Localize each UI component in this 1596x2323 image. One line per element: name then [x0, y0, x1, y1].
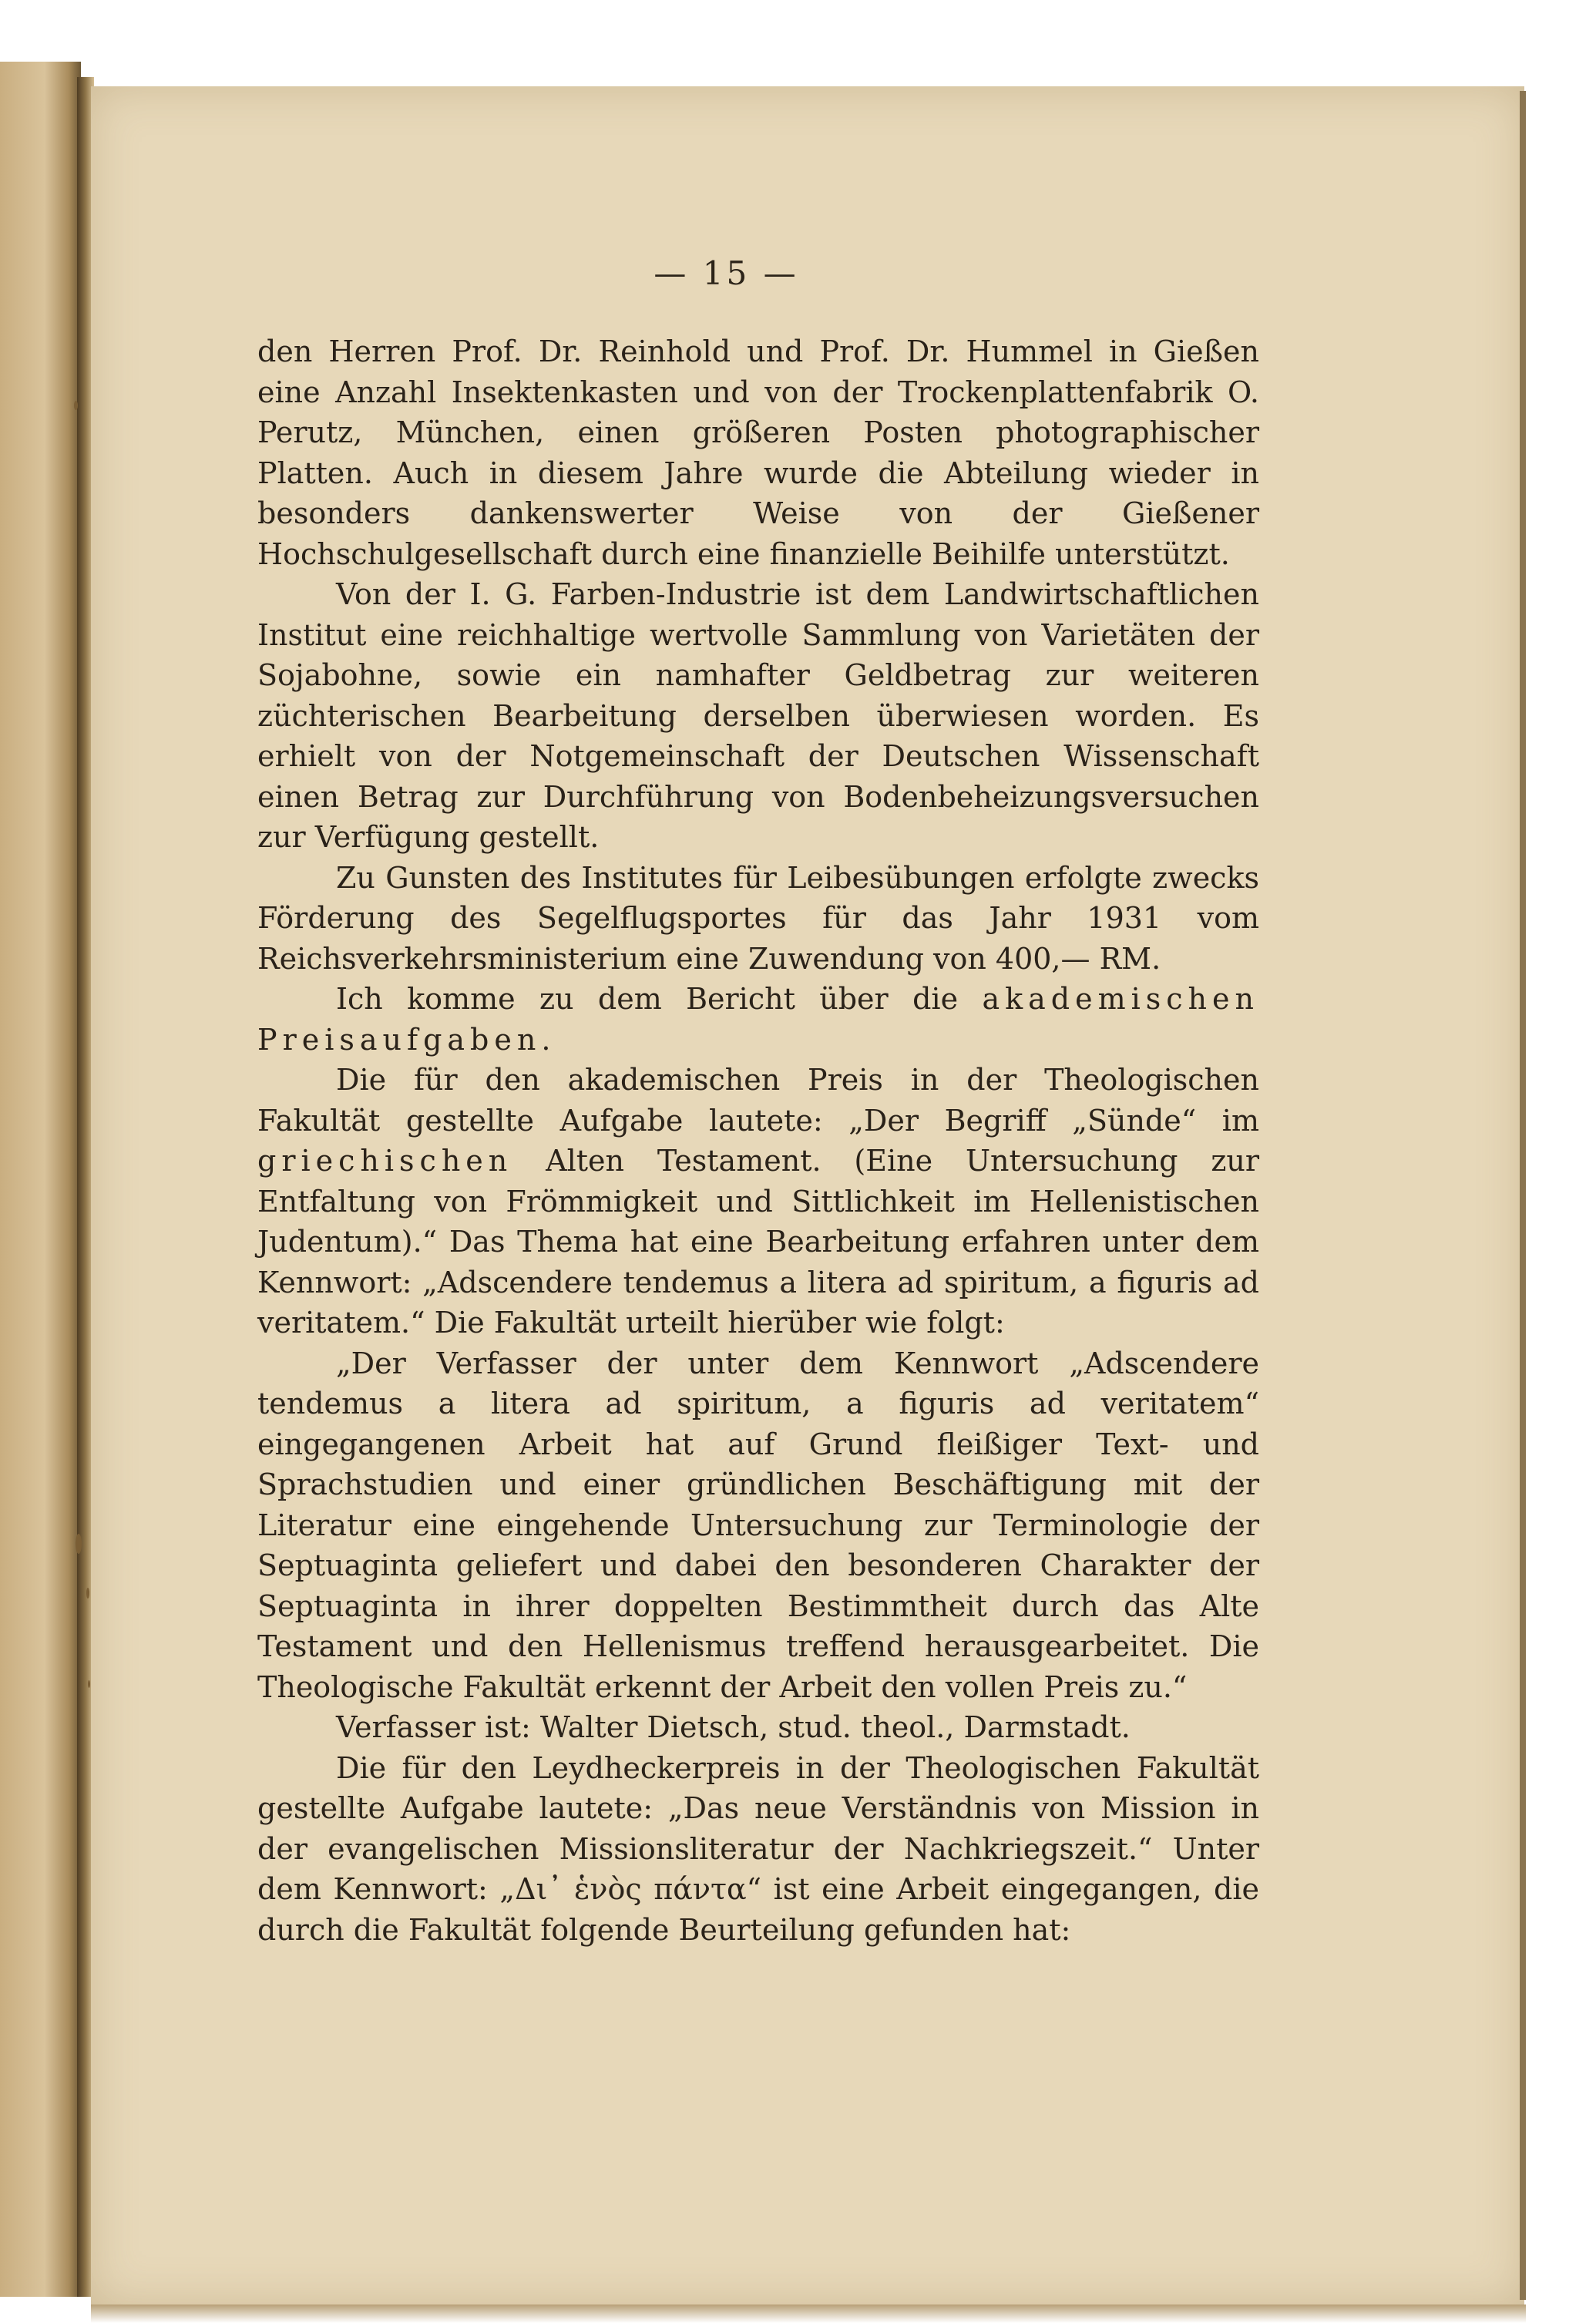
foxing-spot — [74, 401, 78, 410]
paragraph — [257, 1707, 1259, 1748]
paragraph-text: den Herren Prof. Dr. Reinhold und Prof. Dr. Hummel in Gießen eine Anzahl Insektenkasten und von der Trockenplattenfabrik O. Perutz, München, einen größeren Posten photographischer Platten. Auch in diesem Jahre wurde die Abteilung wieder in besonders dankenswerter Weise von der Gießener Hochschulgesellschaft durch eine finanzielle Beihilfe unterstützt. — [257, 334, 1259, 571]
page-bottom-shadow — [91, 2305, 1526, 2323]
paragraph — [257, 1343, 1259, 1708]
foxing-spot — [88, 1680, 90, 1688]
paragraph — [257, 574, 1259, 858]
paragraph — [257, 1060, 1259, 1343]
body-text — [257, 331, 1259, 1950]
paragraph-text: Alten Testament. (Eine Untersuchung zur Entfaltung von Frömmigkeit und Sittlichkeit im Hellenistischen Judentum).“ Das Thema hat eine Bearbeitung erfahren unter dem Kennwort: „Adscendere tendemus a litera ad spiritum, a figuris ad veritatem.“ Die Fakultät urteilt hierüber wie folgt: — [257, 1144, 1259, 1340]
page-right-edge — [1520, 91, 1526, 2300]
previous-page-edge — [0, 62, 81, 2297]
paragraph-text: Zu Gunsten des Institutes für Leibesübungen erfolgte zwecks Förderung des Segelflugsportes für das Jahr 1931 vom Reichsverkehrsministerium eine Zuwendung von 400,— RM. — [257, 860, 1259, 976]
foxing-spot — [76, 1534, 82, 1554]
paragraph — [257, 858, 1259, 980]
paragraph-text: Ich komme zu dem Bericht über die — [336, 982, 983, 1016]
paragraph-text: Die für den akademischen Preis in der Theologischen Fakultät gestellte Aufgabe lautete: „Der Begriff „Sünde“ im — [257, 1063, 1259, 1138]
paragraph-text: „Der Verfasser der unter dem Kennwort „Adscendere tendemus a litera ad spiritum, a figuris ad veritatem“ eingegangenen Arbeit hat auf Grund fleißiger Text- und Sprachstudien und einer gründlichen Beschäftigung mit der Literatur eine eingehende Untersuchung zur Terminologie der Septuaginta geliefert und dabei den besonderen Charakter der Septuaginta in ihrer doppelten Bestimmtheit durch das Alte Testament und den Hellenismus treffend herausgearbeitet. Die Theologische Fakultät erkennt der Arbeit den vollen Preis zu.“ — [257, 1346, 1259, 1704]
paragraph-text: Die für den Leydheckerpreis in der Theologischen Fakultät gestellte Aufgabe lautete: „Das neue Verständnis von Mission in der evangelischen Missionsliteratur der Nachkriegszeit.“ Unter dem Kennwort: „Δι᾽ ἑνὸς πάντα“ ist eine Arbeit eingegangen, die durch die Fakultät folgende Beurteilung gefunden hat: — [257, 1750, 1259, 1947]
paragraph-text: Verfasser ist: Walter Dietsch, stud. theol., Darmstadt. — [336, 1710, 1131, 1744]
paragraph — [257, 1748, 1259, 1951]
paragraph-text: Von der I. G. Farben-Industrie ist dem Landwirtschaftlichen Institut eine reichhaltige wertvolle Sammlung von Varietäten der Sojabohne, sowie ein namhafter Geldbetrag zur weiteren züchterischen Bearbeitung derselben überwiesen worden. Es erhielt von der Notgemeinschaft der Deutschen Wissenschaft einen Betrag zur Durchführung von Bodenbeheizungsversuchen zur Verfügung gestellt. — [257, 577, 1259, 854]
paragraph — [257, 979, 1259, 1060]
paragraph-text: . — [541, 1022, 551, 1057]
foxing-spot — [86, 1588, 89, 1599]
spaced-emphasis-text: akademischen Preisaufgaben — [257, 982, 1259, 1057]
paragraph — [257, 331, 1259, 574]
page-number: — 15 — — [654, 254, 799, 292]
spaced-emphasis-text: griechischen — [257, 1144, 513, 1178]
